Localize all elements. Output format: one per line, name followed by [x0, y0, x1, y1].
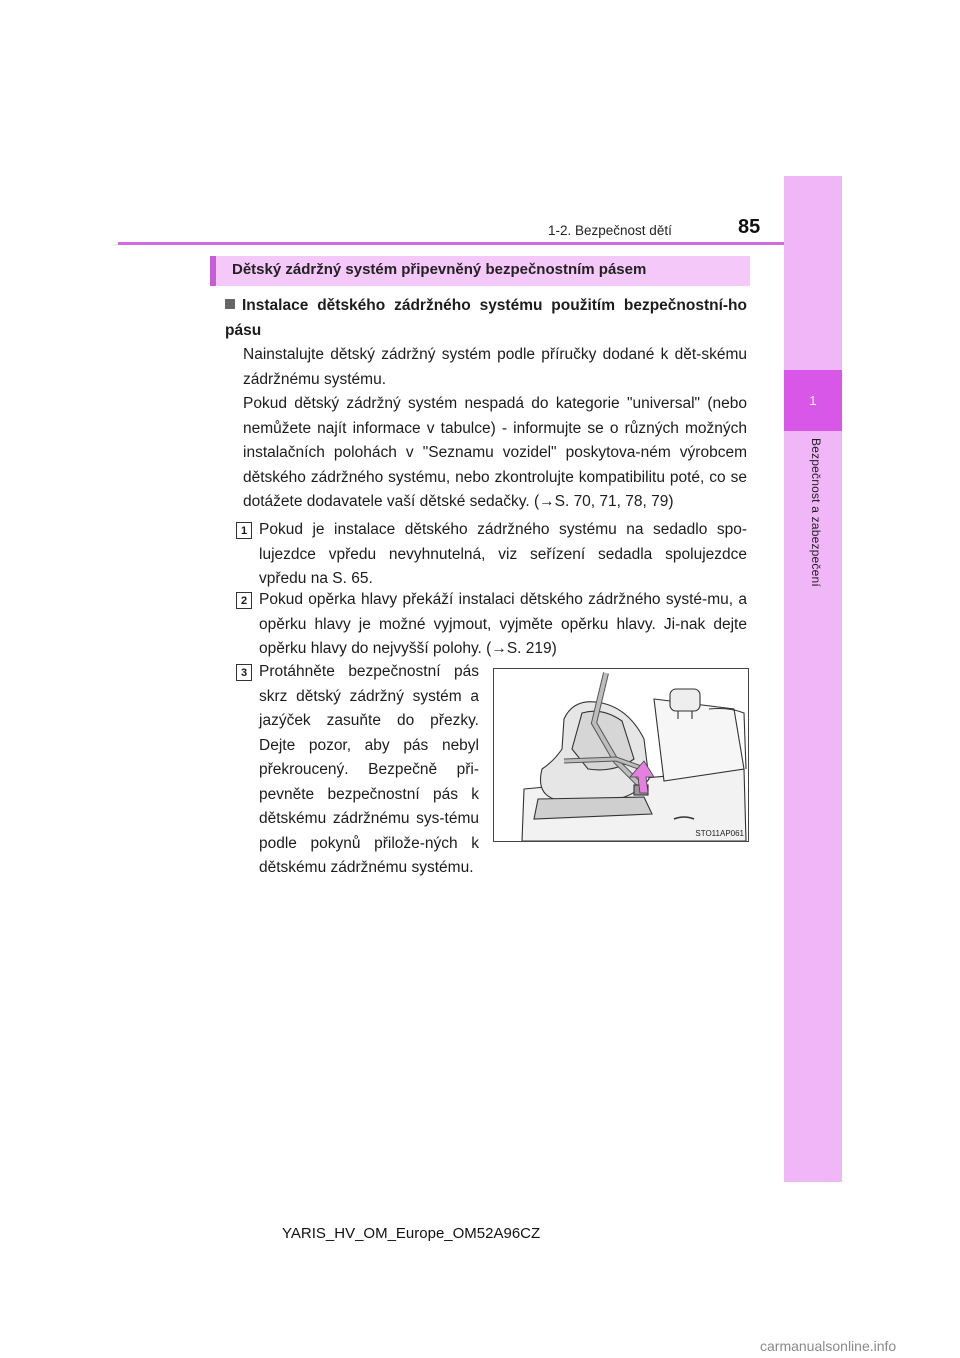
chapter-title: Bezpečnost a zabezpečení: [809, 438, 823, 587]
step-text-2: Pokud opěrka hlavy překáží instalaci dětského zádržného systé-mu, a opěrku hlavy je možné vyjmout, vyjměte opěrku hlavy. Ji-nak dejte opěrku hlavy do nejvyšší polohy. (→S. 219): [259, 591, 747, 657]
child-seat-illustration: [493, 668, 749, 842]
header-divider: [118, 242, 784, 245]
page-number: 85: [738, 216, 761, 238]
intro-paragraph-2: Pokud dětský zádržný systém nespadá do kategorie "universal" (nebo nemůžete najít informace v tabulce) - informujte se o různých možných instalačních polohách v "Seznamu vozidel" poskytova-ném výrobcem dětského zádržného systému, nebo zkontrolujte kompatibilitu poté, co se dotážete dodavatele vaší dětské sedačky. (→S. 70, 71, 78, 79): [243, 395, 747, 510]
step-number-3: 3: [236, 664, 252, 681]
section-title-bar: [210, 256, 750, 286]
header-section-title: 1-2. Bezpečnost dětí: [548, 223, 672, 238]
chapter-number: 1: [784, 370, 842, 431]
watermark: carmanualsonline.info: [760, 1338, 897, 1354]
sub-heading-text: Instalace dětského zádržného systému použitím bezpečnostní-ho pásu: [225, 297, 747, 339]
chapter-side-tab: [784, 176, 842, 1182]
intro-paragraph-1: Nainstalujte dětský zádržný systém podle příručky dodané k dět-skému zádržnému systému.: [243, 346, 747, 388]
step-number-2: 2: [236, 592, 252, 609]
document-footer: YARIS_HV_OM_Europe_OM52A96CZ: [282, 1225, 541, 1242]
illustration-code: STO11AP061: [695, 829, 744, 838]
step-number-1: 1: [236, 522, 252, 539]
step-text-1: Pokud je instalace dětského zádržného systému na sedadlo spo-lujezdce vpředu nevyhnutelná, viz seřízení sedadla spolujezdce vpředu na S. 65.: [259, 521, 747, 587]
sub-heading: [225, 294, 747, 343]
square-bullet-icon: [225, 299, 235, 309]
section-title: Dětský zádržný systém připevněný bezpečnostním pásem: [232, 261, 647, 278]
child-seat-illustration-icon: [494, 669, 748, 841]
step-text-3: Protáhněte bezpečnostní pás skrz dětský zádržný systém a jazýček zasuňte do přezky. Dejte pozor, aby pás nebyl překroucený. Bezpečně při-pevněte bezpečnostní pás k dětskému zádržnému sys-tému podle pokynů přilože-ných k dětskému zádržnému systému.: [259, 663, 479, 876]
